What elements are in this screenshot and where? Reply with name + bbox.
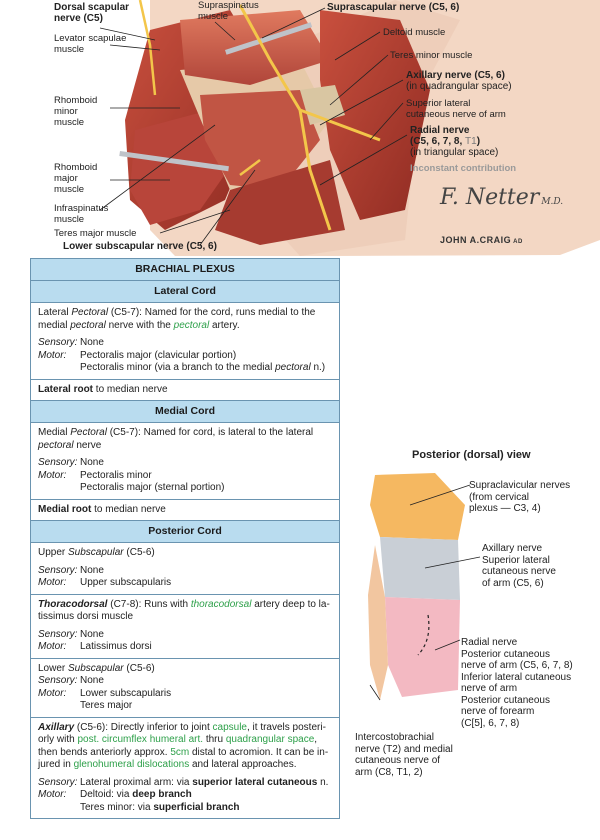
label-infraspinatus: Infraspinatus muscle bbox=[54, 203, 109, 225]
axillary-entry: Axillary (C5-6): Directly inferior to joint capsule, it travels posteri- orly with post. circumflex humeral art. thru quadrangular space, then bends anteriorly approx. 5cm distal to acromion. It can be in- jured in glenohumeral dislocations and lateral approaches. Sensory: Lateral proximal arm: via superior lateral cutaneous n. Motor: Deltoid: via deep branch Teres minor: via superficial branch bbox=[38, 721, 329, 813]
label-supraspinatus: Supraspinatus muscle bbox=[198, 0, 259, 22]
label-axillary-nerve: Axillary nerve (C5, 6) (in quadrangular space) bbox=[406, 70, 512, 92]
lateral-cord-header: Lateral Cord bbox=[31, 281, 339, 303]
table-title: BRACHIAL PLEXUS bbox=[31, 259, 339, 281]
lateral-pectoral-entry: Lateral Pectoral (C5-7): Named for the cord, runs medial to the medial pectoral nerve with the pectoral artery. Sensory: None Motor: Pectoralis major (clavicular portion) Pectoralis minor (via a branch to the medial pectoral n.) bbox=[31, 303, 339, 380]
label-lower-subscapular-nerve: Lower subscapular nerve (C5, 6) bbox=[63, 241, 217, 252]
label-teres-minor: Teres minor muscle bbox=[390, 50, 473, 61]
label-radial-nerve-arm: Radial nerve Posterior cutaneous nerve of arm (C5, 6, 7, 8) Inferior lateral cutaneous nerve of arm Posterior cutaneous nerve of forearm (C[5], 6, 7, 8) bbox=[461, 637, 573, 729]
label-axillary-nerve-arm: Axillary nerve Superior lateral cutaneous nerve of arm (C5, 6) bbox=[482, 543, 556, 589]
label-rhomboid-major: Rhomboid major muscle bbox=[54, 162, 98, 195]
label-dorsal-scapular: Dorsal scapular nerve (C5) bbox=[54, 2, 130, 24]
medial-root-entry: Medial root to median nerve bbox=[31, 500, 339, 522]
posterior-cord-header: Posterior Cord bbox=[31, 521, 339, 543]
thoracodorsal-entry: Thoracodorsal (C7-8): Runs with thoracodorsal artery deep to la- tissimus dorsi muscle Sensory: None Motor: Latissimus dorsi bbox=[31, 595, 339, 659]
label-levator-scapulae: Levator scapulae muscle bbox=[54, 33, 127, 55]
netter-signature: F. Netter M.D. bbox=[440, 185, 564, 210]
label-supraclavicular-nerves: Supraclavicular nerves (from cervical plexus — C3, 4) bbox=[469, 480, 571, 514]
label-superior-lateral-cutaneous: Superior lateral cutaneous nerve of arm bbox=[406, 98, 506, 120]
brachial-plexus-table bbox=[30, 258, 340, 819]
lateral-root-entry: Lateral root to median nerve bbox=[31, 380, 339, 402]
label-rhomboid-minor: Rhomboid minor muscle bbox=[54, 95, 98, 128]
medial-pectoral-entry: Medial Pectoral (C5-7): Named for cord, is lateral to the lateral pectoral nerve Sensory: None Motor: Pectoralis minor Pectoralis major (sternal portion) bbox=[31, 423, 339, 500]
label-radial-nerve: Radial nerve (C5, 6, 7, 8, T1) (in triangular space) bbox=[410, 125, 499, 158]
arm-view-title: Posterior (dorsal) view bbox=[412, 449, 531, 461]
label-teres-major: Teres major muscle bbox=[54, 228, 137, 239]
label-deltoid: Deltoid muscle bbox=[383, 27, 446, 38]
craig-signature: JOHN A.CRAIG AD bbox=[440, 235, 523, 245]
label-suprascapular-nerve: Suprascapular nerve (C5, 6) bbox=[327, 2, 460, 13]
upper-subscapular-entry: Upper Subscapular (C5-6) Sensory: None Motor: Upper subscapularis bbox=[31, 543, 339, 595]
label-intercostobrachial: Intercostobrachial nerve (T2) and medial cutaneous nerve of arm (C8, T1, 2) bbox=[355, 732, 453, 778]
medial-cord-header: Medial Cord bbox=[31, 401, 339, 423]
lower-subscapular-entry: Lower Subscapular (C5-6) Sensory: None Motor: Lower subscapularis Teres major bbox=[31, 659, 339, 718]
label-inconstant-contribution: Inconstant contribution bbox=[410, 163, 517, 174]
